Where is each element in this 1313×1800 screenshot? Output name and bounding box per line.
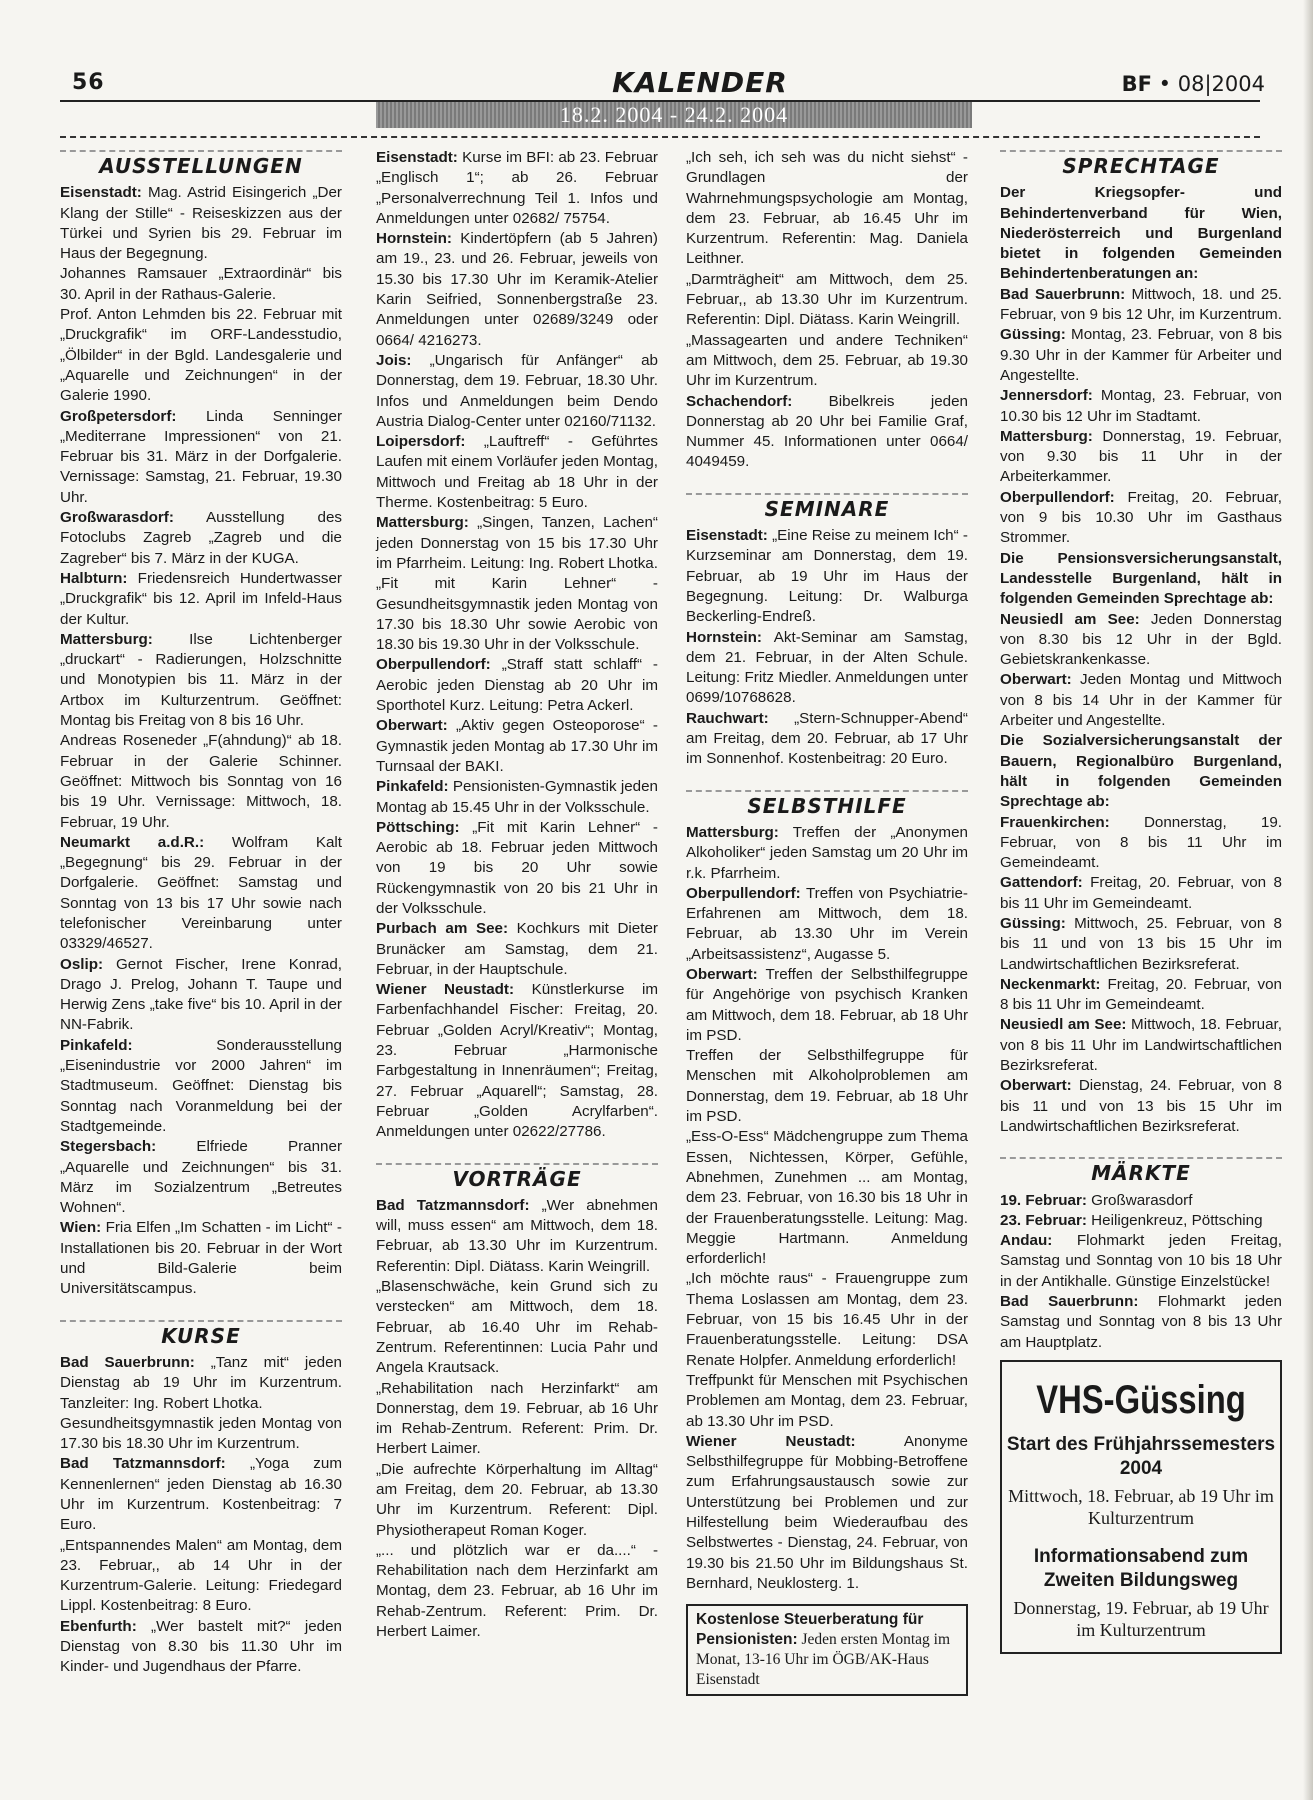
entry-text: „... und plötzlich war er da....“ - Rehabilitation nach dem Herzinfarkt am Montag, dem 23. Februar, ab 16 Uhr im Rehab-Zentrum. Referent: Prim. Dr. Herbert Laimer. (376, 1541, 658, 1641)
entry-text: Prof. Anton Lehmden bis 22. Februar mit „Druckgrafik“ im ORF-Landesstudio, „Ölbilder“ in der Bgld. Landesgalerie und „Aquarelle und Zeichnungen“ in der Galerie 1990. (60, 306, 342, 405)
entry-text: Treffen der Selbsthilfegruppe für Menschen mit Alkoholproblemen am Donnerstag, dem 19. Februar, ab 18 Uhr im PSD. (686, 1047, 968, 1126)
list-item (376, 716, 658, 777)
list-item (1000, 914, 1282, 975)
column-2 (376, 148, 658, 1642)
list-item (686, 823, 968, 884)
entry-text: Anonyme Selbsthilfegruppe für Mobbing-Betroffene zum Erfahrungsaustausch sowie zur Unterstützung bei Problemen und zur Hilfestellung beim Wiederaufbau des Selbstwertes - Dienstag, 24. Februar, von 19.30 bis 21.50 Uhr im Bildungshaus St. Bernhard, Neuklosterg. 1. (686, 1432, 968, 1592)
entry-text: „Massagearten und andere Techniken“ am Mittwoch, dem 25. Februar, ab 19.30 Uhr im Kurzentrum. (686, 331, 968, 390)
sprechtage-group-2 (1000, 610, 1282, 732)
page-header (0, 0, 1313, 140)
entry-place: Oberwart: (1000, 671, 1072, 689)
entry-text: Mittwoch, 18. Februar, von 8 bis 11 Uhr im Landwirtschaftlichen Bezirksreferat. (1000, 1016, 1282, 1075)
entry-text: Treffen der „Anonymen Alkoholiker“ jeden Samstag um 20 Uhr im r.k. Pfarrheim. (686, 823, 968, 882)
entry-text: Heiligenkreuz, Pöttsching (1091, 1211, 1263, 1229)
list-item (1000, 1292, 1282, 1353)
list-item (60, 833, 342, 955)
list-item (376, 919, 658, 980)
list-item (60, 1536, 342, 1617)
kurse-list-1 (60, 1353, 342, 1678)
entry-text: „Blasenschwäche, kein Grund sich zu verstecken“ am Mittwoch, dem 18. Februar, ab 16.40 Uhr im Rehab-Zentrum. Referentinnen: Lucia Pahr und Angela Krautsack. (376, 1278, 658, 1377)
list-item (60, 1036, 342, 1137)
list-item (60, 1218, 342, 1299)
entry-place: Großwarasdorf: (60, 509, 174, 527)
entry-text: Flohmarkt jeden Samstag und Sonntag von 8 bis 13 Uhr am Hauptplatz. (1000, 1293, 1282, 1351)
list-item (1000, 975, 1282, 1016)
list-item (60, 264, 342, 305)
entry-place: Bad Tatzmannsdorf: (376, 1196, 530, 1214)
list-item (60, 630, 342, 731)
list-item (376, 1541, 658, 1642)
entry-text: „Tanz mit“ jeden Dienstag ab 19 Uhr im Kurzentrum. Tanzleiter: Ing. Robert Lhotka. (60, 1353, 342, 1412)
list-item (686, 628, 968, 709)
list-item (376, 351, 658, 432)
entry-place: Eisenstadt: (60, 184, 142, 202)
list-item (686, 148, 968, 270)
entry-place: Eisenstadt: (376, 149, 458, 166)
entry-place: Schachendorf: (686, 392, 793, 410)
list-item (60, 1454, 342, 1535)
entry-place: Mattersburg: (60, 630, 153, 648)
entry-text: Akt-Seminar am Samstag, dem 21. Februar, in der Alten Schule. Leitung: Fritz Miedler. Anmeldungen unter 0699/10768628. (686, 628, 968, 707)
list-item (60, 731, 342, 832)
entry-text: Linda Senninger „Mediterrane Impressionen“ von 21. Februar bis 31. März in der Dorfgalerie. Vernissage: Samstag, 21. Februar, 19.30 Uhr. (60, 407, 342, 506)
entry-place: Oslip: (60, 955, 104, 973)
vhs-ad-box (1000, 1360, 1282, 1654)
entry-text: Donnerstag, 19. Februar, von 8 bis 11 Uhr im Gemeindeamt. (1000, 813, 1282, 872)
heading-maerkte: MÄRKTE (1000, 1157, 1282, 1186)
entry-place: Mattersburg: (686, 823, 779, 841)
entry-text: „Wer bastelt mit?“ jeden Dienstag von 8.30 bis 11.30 Uhr im Kinder- und Jugendhaus der Pfarre. (60, 1617, 342, 1676)
entry-place: Wien: (60, 1219, 102, 1237)
list-item (376, 574, 658, 655)
list-item (376, 148, 658, 229)
list-item (1000, 813, 1282, 874)
list-item (60, 1137, 342, 1218)
entry-text: Sonderausstellung „Eisenindustrie vor 2000 Jahren“ im Stadtmuseum. Geöffnet: Dienstag bis Sonntag nach Voranmeldung bei der Stadtgemeinde. (60, 1036, 342, 1135)
entry-place: 23. Februar: (1000, 1211, 1087, 1229)
list-item (60, 955, 342, 1036)
list-item (376, 513, 658, 574)
entry-place: Jennersdorf: (1000, 387, 1093, 405)
entry-place: Pinkafeld: (60, 1036, 133, 1054)
entry-text: Donnerstag, 19. Februar, von 9.30 bis 11 Uhr in der Arbeiterkammer. (1000, 427, 1282, 486)
entry-place: Bad Sauerbrunn: (1000, 1293, 1139, 1311)
entry-place: Andau: (1000, 1232, 1053, 1250)
list-item (1000, 1015, 1282, 1076)
list-item (376, 1379, 658, 1460)
entry-place: Oberwart: (686, 965, 758, 983)
entry-place: Stegersbach: (60, 1138, 157, 1156)
entry-place: Hornstein: (686, 628, 762, 646)
entry-text: „Entspannendes Malen“ am Montag, dem 23. Februar,, ab 14 Uhr in der Kurzentrum-Galerie. Leitung: Friedegard Lippl. Kostenbeitrag: 8 Euro. (60, 1536, 342, 1615)
sprechtage-intro-3: Die Sozialversicherungsanstalt der Bauern, Regionalbüro Burgenland, hält in folgenden Gemeinden Sprechtage ab: (1000, 732, 1282, 811)
entry-text: Dienstag, 24. Februar, von 8 bis 11 und von 13 bis 15 Uhr im Landwirtschaftlichen Bezirksreferat. (1000, 1077, 1282, 1135)
entry-place: Gattendorf: (1000, 874, 1083, 892)
list-item (60, 1414, 342, 1455)
list-item (1000, 1076, 1282, 1137)
list-item (686, 709, 968, 770)
entry-place: Ebenfurth: (60, 1617, 137, 1635)
entry-text: Treffen von Psychiatrie-Erfahrenen am Mittwoch, dem 18. Februar, ab 13.30 Uhr im Verein „Arbeitsassistenz“, Augasse 5. (686, 884, 968, 963)
entry-text: „Singen, Tanzen, Lachen“ jeden Donnerstag von 15 bis 17.30 Uhr im Pfarrheim. Leitung: Ing. Robert Lhotka. (376, 514, 658, 572)
entry-text: Künstlerkurse im Farbenfachhandel Fischer: Freitag, 20. Februar „Golden Acryl/Kreativ“; Montag, 23. Februar „Harmonische Farbgestaltung in Innenräumen“; Freitag, 27. Februar „Aquarell“; Samstag, 28. Februar „Golden Acrylfarben“. Anmeldungen unter 02622/27786. (376, 981, 658, 1141)
list-item (686, 526, 968, 627)
entry-text: „Ess-O-Ess“ Mädchengruppe zum Thema Essen, Nichtessen, Körper, Gefühle, Abnehmen, Zunehmen ... am Montag, dem 23. Februar, von 16.30 bis 18 Uhr in der Frauenberatungsstelle. Leitung: Mag. Meggie Hartmann. Anmeldung erforderlich! (686, 1128, 968, 1268)
list-item (686, 1269, 968, 1370)
entry-text: Fria Elfen „Im Schatten - im Licht“ - Installationen bis 20. Februar in der Wort und Bild-Galerie beim Universitätscampus. (60, 1219, 342, 1298)
entry-text: „Eine Reise zu meinem Ich“ - Kurzseminar am Donnerstag, dem 19. Februar, ab 19 Uhr im Haus der Begegnung. Leitung: Dr. Walburga Beckerling-Endreß. (686, 527, 968, 626)
entry-text: Freitag, 20. Februar, von 8 bis 11 Uhr im Gemeindeamt. (1000, 874, 1282, 912)
list-item (686, 1432, 968, 1594)
section-title: KALENDER (612, 66, 788, 99)
list-item (60, 407, 342, 508)
list-item (686, 965, 968, 1046)
ausstellungen-list (60, 183, 342, 1299)
list-item (1000, 285, 1282, 326)
entry-place: Oberpullendorf: (1000, 488, 1115, 506)
entry-place: Frauenkirchen: (1000, 813, 1110, 831)
entry-text: „Stern-Schnupper-Abend“ am Freitag, dem 20. Februar, ab 17 Uhr im Sonnenhof. Kostenbeitrag: 20 Euro. (686, 709, 968, 768)
list-item (376, 980, 658, 1142)
entry-text: „Straff statt schlaff“ - Aerobic jeden Dienstag ab 20 Uhr im Sporthotel Kurz. Leitung: Petra Ackerl. (376, 656, 658, 715)
entry-place: Loipersdorf: (376, 433, 466, 451)
list-item (686, 392, 968, 473)
header-dashed-rule (60, 136, 1260, 138)
kurse-list-2 (376, 148, 658, 1143)
list-item (60, 508, 342, 569)
column-1 (60, 148, 342, 1678)
list-item (376, 1277, 658, 1378)
entry-place: Neusiedl am See: (1000, 610, 1140, 628)
brand: BF (1121, 72, 1152, 96)
heading-vortraege: VORTRÄGE (376, 1163, 658, 1192)
vhs-semester-date: Mittwoch, 18. Februar, ab 19 Uhr im Kulturzentrum (1008, 1486, 1274, 1528)
list-item (686, 1046, 968, 1127)
entry-place: Hornstein: (376, 230, 452, 248)
entry-place: Neumarkt a.d.R.: (60, 833, 205, 851)
entry-text: Großwarasdorf (1091, 1191, 1193, 1209)
entry-text: „Darmträgheit“ am Mittwoch, dem 25. Februar,, ab 13.30 Uhr im Kurzentrum. Referentin: Dipl. Diätass. Karin Weingrill. (686, 270, 968, 329)
entry-text: Johannes Ramsauer „Extraordinär“ bis 30. April in der Rathaus-Galerie. (60, 265, 342, 303)
entry-text: Treffpunkt für Menschen mit Psychischen Problemen am Montag, dem 23. Februar, ab 13.30 Uhr im PSD. (686, 1371, 968, 1430)
entry-text: „Rehabilitation nach Herzinfarkt“ am Donnerstag, dem 19. Februar, ab 16 Uhr im Rehab-Zentrum. Referent: Prim. Dr. Herbert Laimer. (376, 1379, 658, 1458)
entry-text: „Fit mit Karin Lehner“ - Gesundheitsgymnastik jeden Montag von 17.30 bis 18.30 Uhr sowie Aerobic von 18.30 bis 19.30 Uhr in der Volksschule. (376, 575, 658, 654)
entry-text: Gernot Fischer, Irene Konrad, Drago J. Prelog, Johann T. Taupe und Herwig Zens „take five“ bis 10. April in der NN-Fabrik. (60, 955, 342, 1034)
entry-text: Ilse Lichtenberger „druckart“ - Radierungen, Holzschnitte und Monotypien bis 11. März in der Artbox im Kulturzentrum. Geöffnet: Montag bis Freitag von 8 bis 16 Uhr. (60, 630, 342, 730)
list-item (376, 818, 658, 919)
list-item (60, 183, 342, 264)
heading-ausstellungen: AUSSTELLUNGEN (60, 150, 342, 179)
steuerberatung-box: Kostenlose Steuerberatung für Pensionisten: Jeden ersten Montag im Monat, 13-16 Uhr im ÖGB/AK-Haus Eisenstadt (686, 1604, 968, 1696)
list-item (60, 569, 342, 630)
entry-place: Pöttsching: (376, 818, 460, 836)
seminare-list (686, 526, 968, 770)
entry-place: Rauchwart: (686, 709, 769, 727)
list-item (1000, 386, 1282, 427)
entry-text: Mittwoch, 25. Februar, von 8 bis 11 und von 13 bis 15 Uhr im Landwirtschaftlichen Bezirksreferat. (1000, 914, 1282, 973)
entry-place: 19. Februar: (1000, 1191, 1087, 1209)
entry-place: Neckenmarkt: (1000, 975, 1101, 993)
entry-place: Halbturn: (60, 569, 128, 587)
entry-place: Jois: (376, 351, 412, 369)
list-item (1000, 427, 1282, 488)
entry-place: Bad Sauerbrunn: (1000, 285, 1126, 303)
entry-text: Montag, 23. Februar, von 10.30 bis 12 Uhr im Stadtamt. (1000, 387, 1282, 425)
list-item (1000, 670, 1282, 731)
list-item (1000, 1211, 1282, 1231)
entry-text: Friedensreich Hundertwasser „Druckgrafik“ bis 12. April im Infeld-Haus der Kultur. (60, 569, 342, 628)
entry-place: Oberpullendorf: (686, 884, 801, 902)
heading-kurse: KURSE (60, 1320, 342, 1349)
list-item (686, 1371, 968, 1432)
entry-place: Mattersburg: (376, 514, 469, 532)
entry-text: „Yoga zum Kennenlernen“ jeden Dienstag ab 16.30 Uhr im Kurzentrum. Kostenbeitrag: 7 Euro. (60, 1455, 342, 1534)
entry-text: „Ich möchte raus“ - Frauengruppe zum Thema Loslassen am Montag, dem 23. Februar, von 15 bis 16.45 Uhr in der Frauenberatungsstelle. Leitung: DSA Renate Holpfer. Anmeldung erforderlich! (686, 1270, 968, 1369)
heading-sprechtage: SPRECHTAGE (1000, 150, 1282, 179)
entry-place: Pinkafeld: (376, 778, 449, 796)
date-range-bar: 18.2. 2004 - 24.2. 2004 (376, 102, 972, 128)
list-item (686, 884, 968, 965)
list-item (1000, 873, 1282, 914)
entry-text: Jeden Montag und Mittwoch von 8 bis 14 Uhr in der Kammer für Arbeiter und Angestellte. (1000, 671, 1282, 730)
entry-text: „Aktiv gegen Osteoporose“ - Gymnastik jeden Montag ab 17.30 Uhr im Turnsaal der BAKI. (376, 717, 658, 775)
entry-place: Güssing: (1000, 914, 1066, 932)
entry-place: Eisenstadt: (686, 527, 768, 545)
entry-place: Bad Tatzmannsdorf: (60, 1455, 226, 1473)
entry-place: Oberpullendorf: (376, 656, 491, 674)
entry-text: Kindertöpfern (ab 5 Jahren) am 19., 23. und 26. Februar, jeweils von 15.30 bis 17.30 Uhr im Keramik-Atelier Karin Seifried, Sonnenbergstraße 23. Anmeldungen unter 02689/3249 oder 0664/ 4216273. (376, 230, 658, 349)
issue-separator: • (1158, 72, 1172, 96)
entry-text: Mittwoch, 18. und 25. Februar, von 9 bis 12 Uhr, im Kurzentrum. (1000, 285, 1282, 324)
entry-place: Großpetersdorf: (60, 407, 177, 425)
entry-text: Mag. Astrid Eisingerich „Der Klang der Stille“ - Reiseskizzen aus der Türkei und Syrien bis 29. Februar im Haus der Begegnung. (60, 184, 342, 263)
entry-text: „Ungarisch für Anfänger“ ab Donnerstag, dem 19. Februar, 18.30 Uhr. Infos und Anmeldungen beim Dendo Austria Dialog-Center unter 02160/71132. (376, 351, 658, 430)
issue-number: 08|2004 (1177, 72, 1265, 96)
entry-place: Wiener Neustadt: (686, 1432, 856, 1450)
entry-text: „Die aufrechte Körperhaltung im Alltag“ am Freitag, dem 20. Februar, ab 13.30 Uhr im Kurzentrum. Referent: Dipl. Physiotherapeut Roman Koger. (376, 1460, 658, 1539)
sprechtage-intro-1: Der Kriegsopfer- und Behindertenverband für Wien, Niederösterreich und Burgenland bietet in folgenden Gemeinden Behindertenberatungen an: (1000, 184, 1282, 283)
entry-text: Pensionisten-Gymnastik jeden Montag ab 15.45 Uhr in der Volksschule. (376, 778, 658, 816)
entry-text: Freitag, 20. Februar, von 8 bis 11 Uhr im Gemeindeamt. (1000, 975, 1282, 1014)
entry-text: Andreas Roseneder „F(ahndung)“ ab 18. Februar in der Galerie Schinner. Geöffnet: Mittwoch bis Sonntag von 16 bis 19 Uhr. Vernissage: Mittwoch, 18. Februar, 19 Uhr. (60, 732, 342, 831)
entry-text: Elfriede Pranner „Aquarelle und Zeichnungen“ bis 31. März im Sozialzentrum „Betreutes Wohnen“. (60, 1138, 342, 1217)
sprechtage-group-3 (1000, 813, 1282, 1138)
entry-text: Treffen der Selbsthilfegruppe für Angehörige von psychisch Kranken am Mittwoch, dem 18. Februar, ab 18 Uhr im PSD. (686, 965, 969, 1044)
sprechtage-group-1 (1000, 285, 1282, 549)
entry-text: Bibelkreis jeden Donnerstag ab 20 Uhr bei Familie Graf, Nummer 45. Informationen unter 0664/ 4049459. (686, 392, 968, 471)
column-3 (686, 148, 968, 1696)
entry-place: Güssing: (1000, 326, 1066, 344)
entry-text: Wolfram Kalt „Begegnung“ bis 29. Februar in der Dorfgalerie. Geöffnet: Samstag und Sonntag von 13 bis 17 Uhr sowie nach telefonischer Vereinbarung unter 03329/46527. (60, 833, 342, 953)
list-item (1000, 1191, 1282, 1211)
list-item (60, 1617, 342, 1678)
entry-text: Kurse im BFI: ab 23. Februar „Englisch 1“; ab 26. Februar „Personalverrechnung Teil 1. Infos und Anmeldungen unter 02682/ 75754. (376, 149, 658, 227)
entry-text: Montag, 23. Februar, von 8 bis 9.30 Uhr in der Kammer für Arbeiter und Angestellte. (1000, 326, 1282, 384)
entry-place: Oberwart: (376, 717, 448, 735)
list-item (376, 777, 658, 818)
entry-text: Gesundheitsgymnastik jeden Montag von 17.30 bis 18.30 Uhr im Kurzentrum. (60, 1414, 342, 1453)
entry-place: Neusiedl am See: (1000, 1016, 1127, 1034)
heading-seminare: SEMINARE (686, 493, 968, 522)
entry-text: „Wer abnehmen will, muss essen“ am Mittwoch, dem 18. Februar, ab 13.30 Uhr im Kurzentrum. Referentin: Dipl. Diätass. Karin Weingrill. (376, 1196, 658, 1275)
vhs-info-evening: Informationsabend zum Zweiten Bildungsweg (1033, 1546, 1249, 1591)
entry-text: „Ich seh, ich seh was du nicht siehst“ - Grundlagen der Wahrnehmungspsychologie am Montag, dem 23. Februar, ab 16.45 Uhr im Kurzentrum. Referentin: Mag. Daniela Leithner. (686, 149, 968, 268)
list-item (376, 229, 658, 351)
entry-text: Ausstellung des Fotoclubs Zagreb „Zagreb und die Zagreber“ bis 7. März in der KUGA. (60, 509, 342, 567)
list-item (376, 1196, 658, 1277)
list-item (686, 270, 968, 331)
list-item (1000, 1231, 1282, 1292)
entry-place: Purbach am See: (376, 920, 509, 938)
entry-place: Wiener Neustadt: (376, 981, 515, 999)
entry-text: Freitag, 20. Februar, von 9 bis 10.30 Uhr im Gasthaus Strommer. (1000, 488, 1282, 547)
list-item (1000, 488, 1282, 549)
list-item (60, 1353, 342, 1414)
selbsthilfe-list (686, 823, 968, 1594)
vhs-info-date: Donnerstag, 19. Februar, ab 19 Uhr im Kulturzentrum (1013, 1598, 1269, 1640)
entry-text: Jeden Donnerstag von 8.30 bis 12 Uhr in der Bgld. Gebietskrankenkasse. (1000, 610, 1282, 669)
maerkte-list (1000, 1191, 1282, 1353)
list-item (376, 1460, 658, 1541)
column-4 (1000, 148, 1282, 1353)
page-spine-shadow (1303, 0, 1313, 1800)
heading-selbsthilfe: SELBSTHILFE (686, 790, 968, 819)
sprechtage-intro-2: Die Pensionsversicherungsanstalt, Landesstelle Burgenland, hält in folgenden Gemeinden Sprechtage ab: (1000, 549, 1282, 608)
list-item (376, 655, 658, 716)
entry-place: Mattersburg: (1000, 427, 1093, 445)
list-item (686, 331, 968, 392)
page-number: 56 (72, 70, 105, 95)
entry-text: „Fit mit Karin Lehner“ - Aerobic ab 18. Februar jeden Mittwoch von 19 bis 20 Uhr sowie Rückengymnastik von 20 bis 21 Uhr in der Volksschule. (376, 818, 658, 917)
entry-text: Kochkurs mit Dieter Brunäcker am Samstag, dem 21. Februar, in der Hauptschule. (376, 920, 658, 978)
vortraege-list-1 (376, 1196, 658, 1643)
list-item (1000, 610, 1282, 671)
entry-text: „Lauftreff“ - Geführtes Laufen mit einem Vorläufer jeden Montag, Mittwoch und Freitag ab 18 Uhr in der Therme. Kostenbeitrag: 5 Euro. (376, 433, 658, 512)
list-item (1000, 325, 1282, 386)
vortraege-list-2 (686, 148, 968, 473)
list-item (376, 432, 658, 513)
vhs-title: VHS-Güssing (1036, 1378, 1246, 1422)
issue-label (1122, 72, 1265, 96)
list-item (686, 1127, 968, 1269)
vhs-semester-start: Start des Frühjahrssemesters 2004 (1006, 1434, 1276, 1479)
entry-text: Flohmarkt jeden Freitag, Samstag und Sonntag von 10 bis 18 Uhr in der Antikhalle. Günstige Einzelstücke! (1000, 1232, 1282, 1290)
list-item (60, 305, 342, 406)
entry-place: Oberwart: (1000, 1077, 1072, 1095)
entry-place: Bad Sauerbrunn: (60, 1353, 195, 1371)
